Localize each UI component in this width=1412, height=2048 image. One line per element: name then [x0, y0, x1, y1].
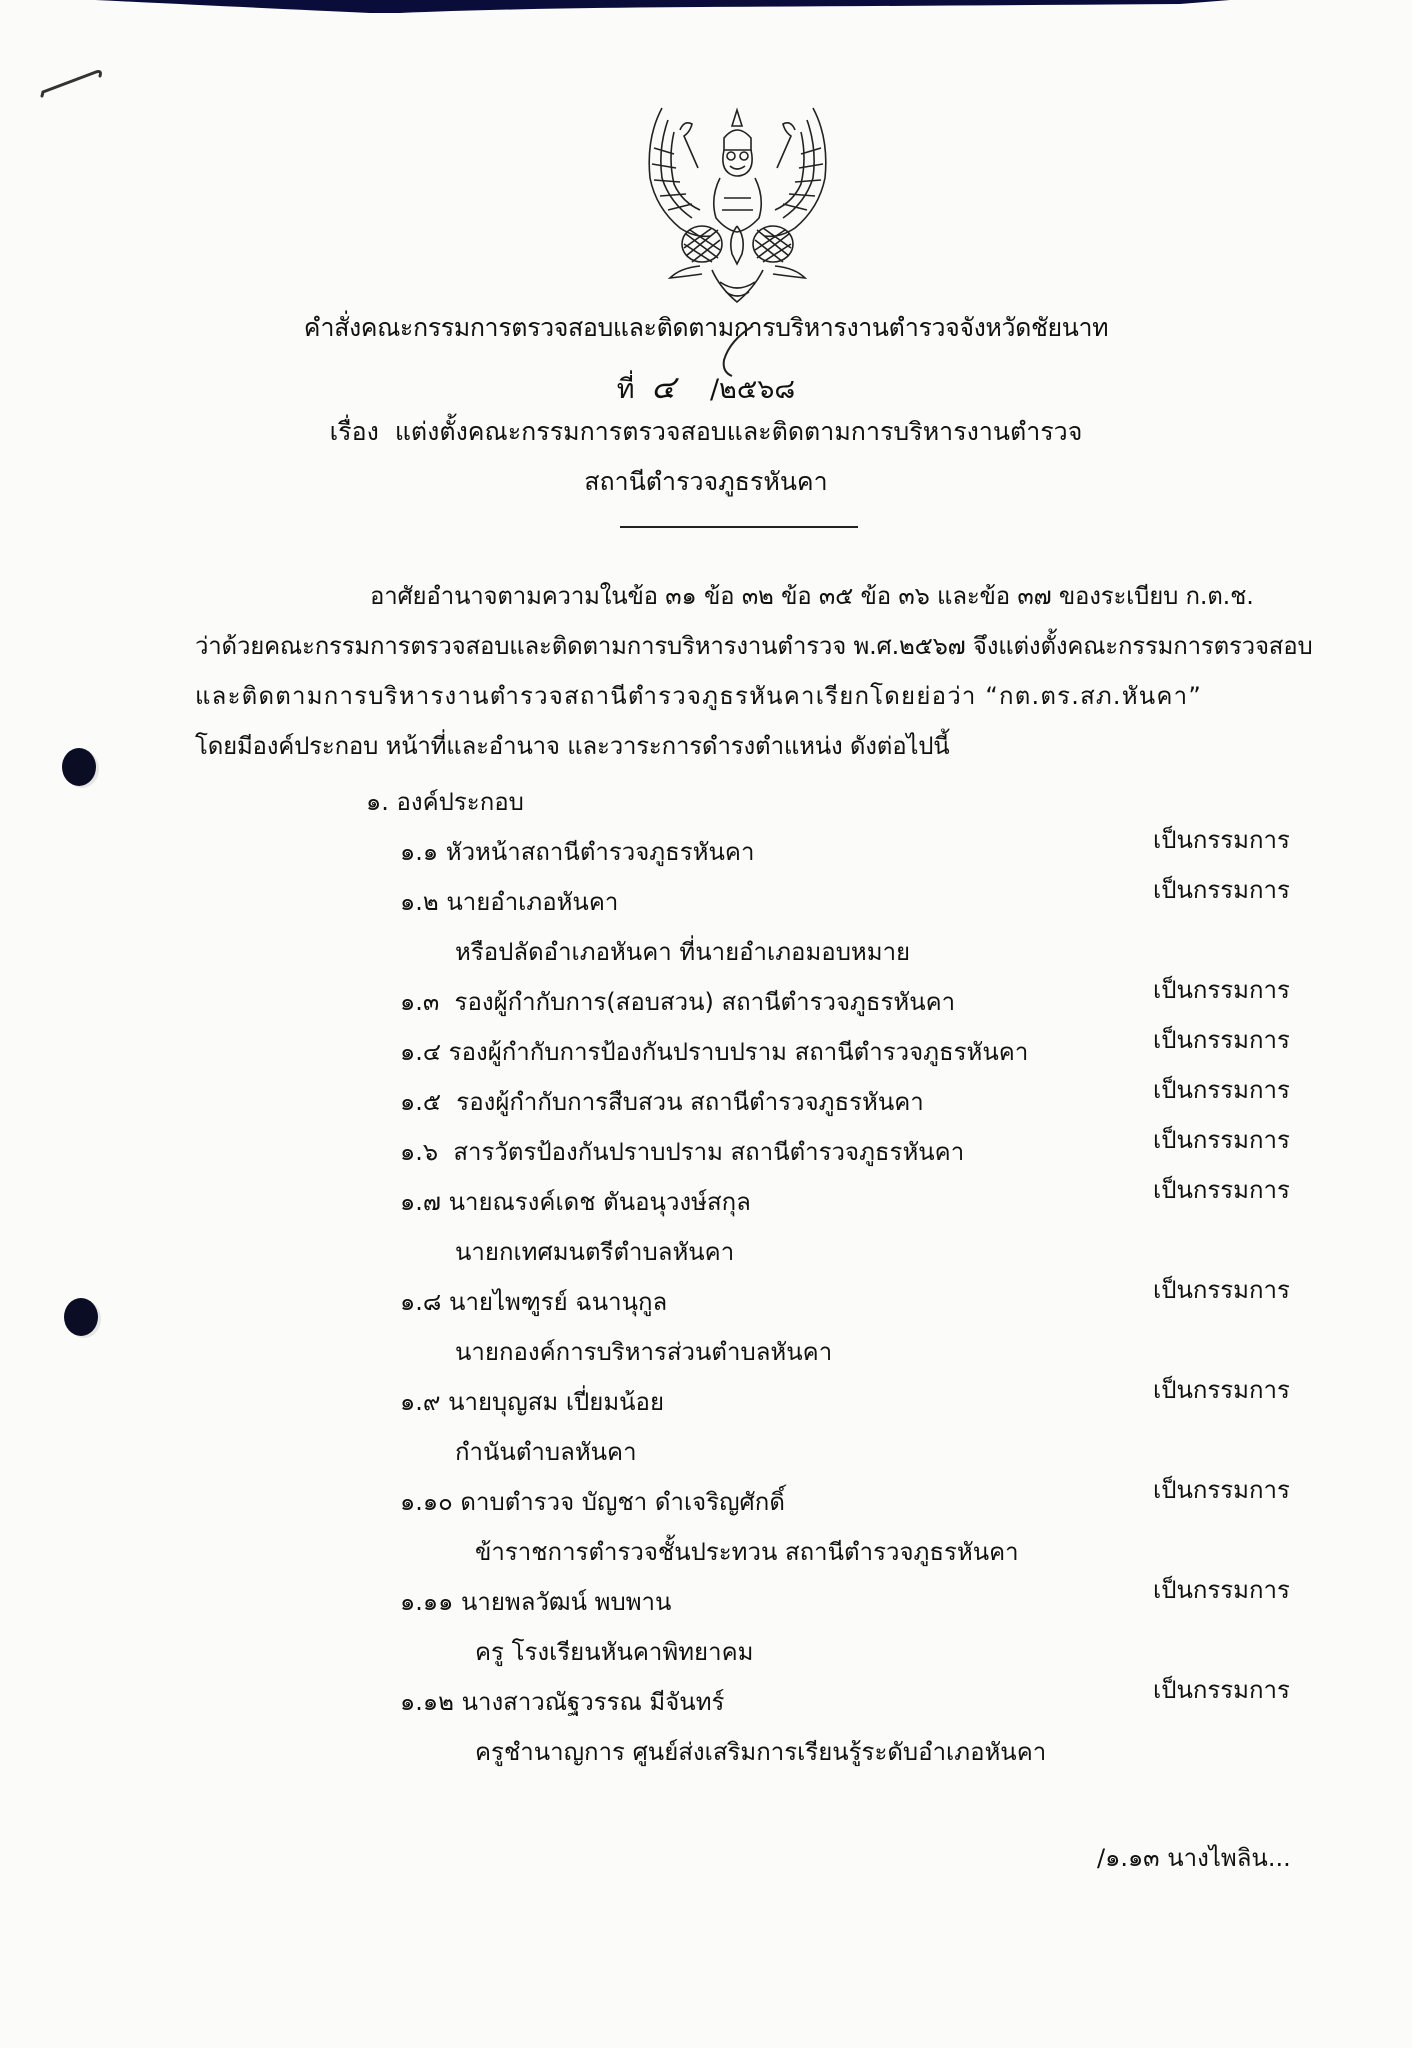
section-heading: ๑. องค์ประกอบ — [366, 788, 524, 816]
member-no: ๑.๒ นายอำเภอหันคา — [400, 888, 619, 916]
member-detail: ครูชำนาญการ ศูนย์ส่งเสริมการเรียนรู้ระดับอำเภอหันคา — [475, 1738, 1047, 1766]
preamble-line-3: และติดตามการบริหารงานตำรวจสถานีตำรวจภูธรหันคาเรียกโดยย่อว่า “กต.ตร.สภ.หันคา” — [195, 682, 1202, 710]
member-role: เป็นกรรมการ — [1153, 1276, 1290, 1304]
member-no: ๑.๑๑ นายพลวัฒน์ พบพาน — [400, 1588, 672, 1616]
preamble-line-2: ว่าด้วยคณะกรรมการตรวจสอบและติดตามการบริหารงานตำรวจ พ.ศ.๒๕๖๗ จึงแต่งตั้งคณะกรรมการตรวจสอบ — [195, 632, 1313, 660]
order-title: คำสั่งคณะกรรมการตรวจสอบและติดตามการบริหารงานตำรวจจังหวัดชัยนาท — [303, 313, 1109, 342]
pen-mark — [40, 64, 104, 100]
order-number-value: ๔ — [651, 368, 676, 406]
member-role: เป็นกรรมการ — [1153, 876, 1290, 904]
member-detail: ครู โรงเรียนหันคาพิทยาคม — [475, 1638, 754, 1666]
subject-line-2: สถานีตำรวจภูธรหันคา — [584, 467, 828, 496]
member-role: เป็นกรรมการ — [1153, 1376, 1290, 1404]
member-role: เป็นกรรมการ — [1153, 1126, 1290, 1154]
member-no: ๑.๑ หัวหน้าสถานีตำรวจภูธรหันคา — [400, 838, 755, 866]
scan-edge — [0, 0, 1412, 14]
subject-text: แต่งตั้งคณะกรรมการตรวจสอบและติดตามการบริหารงานตำรวจ — [394, 417, 1083, 446]
member-no: ๑.๗ นายณรงค์เดช ตันอนุวงษ์สกุล — [400, 1188, 751, 1216]
order-number-year: /๒๕๖๘ — [709, 374, 796, 405]
member-role: เป็นกรรมการ — [1153, 1576, 1290, 1604]
member-role: เป็นกรรมการ — [1153, 1026, 1290, 1054]
member-detail: หรือปลัดอำเภอหันคา ที่นายอำเภอมอบหมาย — [455, 938, 911, 966]
order-number-prefix: ที่ — [616, 374, 635, 405]
member-no: ๑.๓ รองผู้กำกับการ(สอบสวน) สถานีตำรวจภูธรหันคา — [400, 988, 956, 1016]
member-role: เป็นกรรมการ — [1153, 1076, 1290, 1104]
member-no: ๑.๕ รองผู้กำกับการสืบสวน สถานีตำรวจภูธรหันคา — [400, 1088, 924, 1116]
member-role: เป็นกรรมการ — [1153, 976, 1290, 1004]
member-no: ๑.๙ นายบุญสม เปี่ยมน้อย — [400, 1388, 665, 1416]
member-no: ๑.๖ สารวัตรป้องกันปราบปราม สถานีตำรวจภูธรหันคา — [400, 1138, 965, 1166]
page-continuation: /๑.๑๓ นางไพลิน... — [1097, 1844, 1291, 1872]
subject-label: เรื่อง — [329, 417, 379, 446]
garuda-emblem-icon — [640, 98, 835, 310]
hole-punch-bottom — [64, 1298, 98, 1336]
member-detail: กำนันตำบลหันคา — [455, 1438, 637, 1466]
member-role: เป็นกรรมการ — [1153, 1676, 1290, 1704]
member-detail: นายกเทศมนตรีตำบลหันคา — [455, 1238, 735, 1266]
member-role: เป็นกรรมการ — [1153, 1176, 1290, 1204]
member-detail: นายกองค์การบริหารส่วนตำบลหันคา — [455, 1338, 833, 1366]
hole-punch-top — [62, 748, 96, 786]
header-divider — [620, 526, 858, 528]
member-role: เป็นกรรมการ — [1153, 826, 1290, 854]
member-role: เป็นกรรมการ — [1153, 1476, 1290, 1504]
order-number — [0, 362, 1412, 413]
member-no: ๑.๑๒ นางสาวณัฐวรรณ มีจันทร์ — [400, 1688, 725, 1716]
preamble-line-4: โดยมีองค์ประกอบ หน้าที่และอำนาจ และวาระการดำรงตำแหน่ง ดังต่อไปนี้ — [195, 732, 950, 760]
member-no: ๑.๔ รองผู้กำกับการป้องกันปราบปราม สถานีตำรวจภูธรหันคา — [400, 1038, 1029, 1066]
subject-line — [0, 412, 1412, 452]
preamble-line-1: อาศัยอำนาจตามความในข้อ ๓๑ ข้อ ๓๒ ข้อ ๓๕ ข้อ ๓๖ และข้อ ๓๗ ของระเบียบ ก.ต.ช. — [370, 582, 1254, 610]
member-no: ๑.๑๐ ดาบตำรวจ บัญชา ดำเจริญศักดิ์ — [400, 1488, 785, 1516]
member-detail: ข้าราชการตำรวจชั้นประทวน สถานีตำรวจภูธรหันคา — [475, 1538, 1019, 1566]
member-no: ๑.๘ นายไพฑูรย์ ฉนานุกูล — [400, 1288, 668, 1316]
